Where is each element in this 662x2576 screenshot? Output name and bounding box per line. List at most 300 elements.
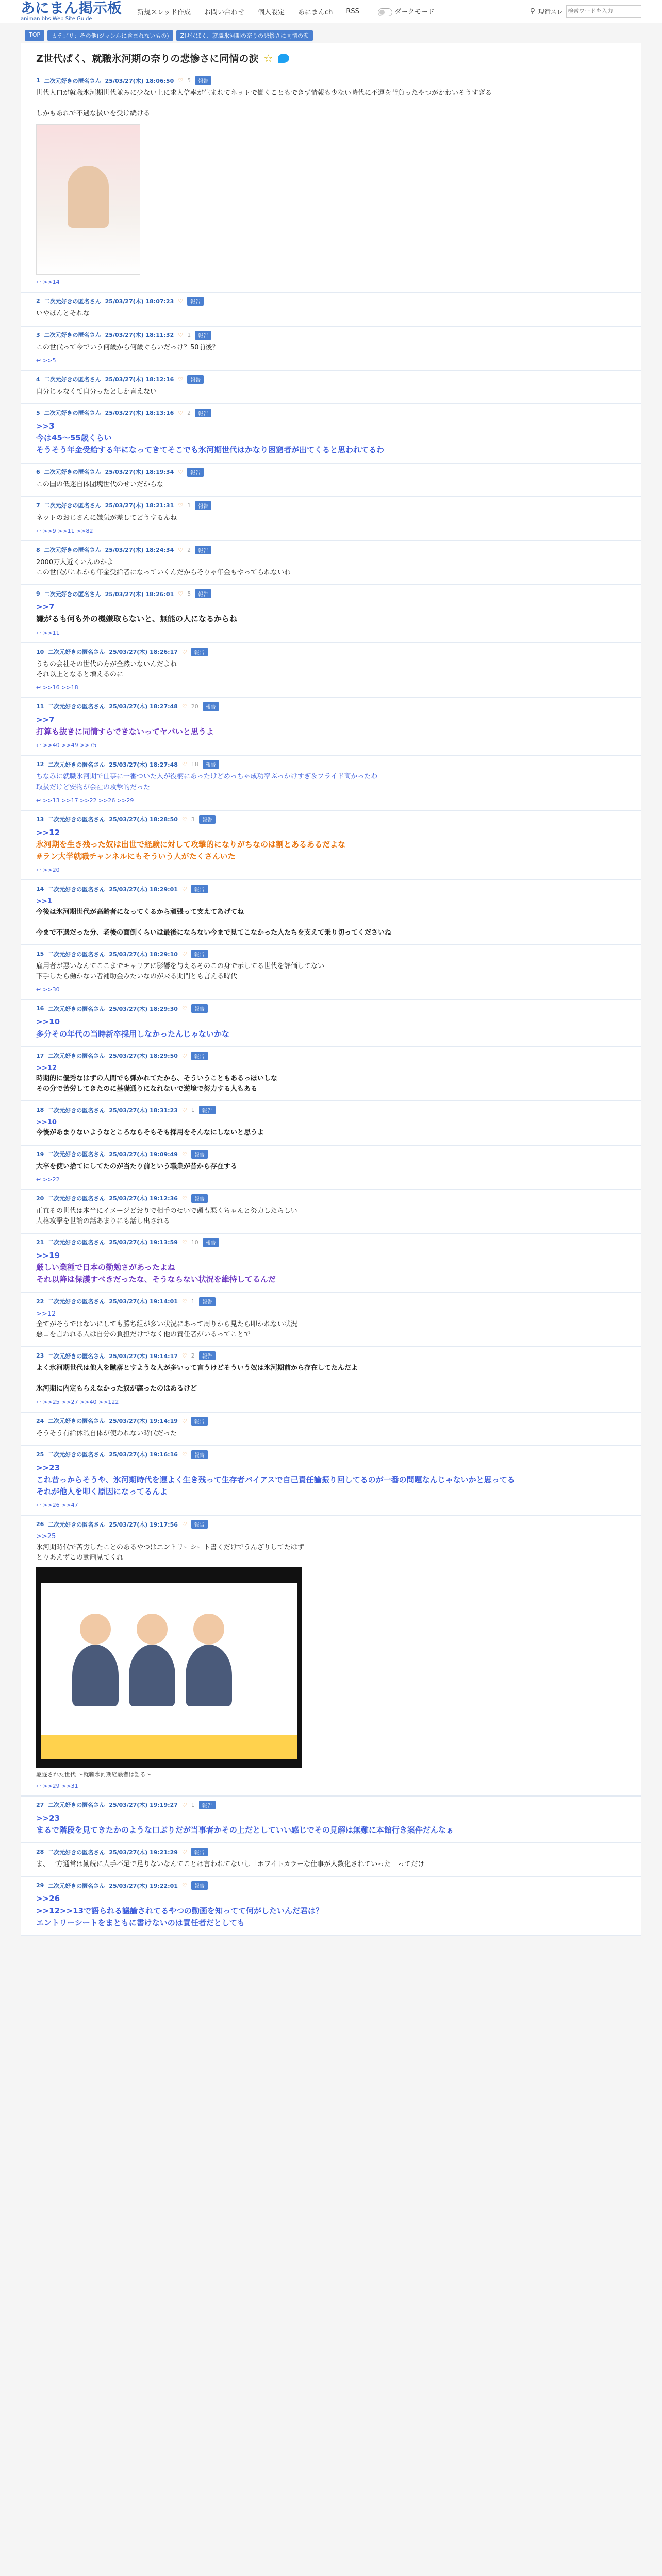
like-heart-icon[interactable]: ♡ bbox=[181, 1521, 187, 1528]
post-item bbox=[21, 1234, 641, 1293]
like-count: 2 bbox=[191, 1352, 195, 1360]
post-header bbox=[36, 760, 626, 769]
post-text-line: しかもあれで不遇な扱いを受け続ける bbox=[36, 110, 151, 118]
reply-links bbox=[36, 528, 626, 534]
post-item bbox=[21, 811, 641, 881]
post-header bbox=[36, 1520, 626, 1529]
poster-name: 二次元好きの匿名さん bbox=[48, 886, 105, 893]
post-item bbox=[21, 880, 641, 945]
post-item bbox=[21, 1516, 641, 1796]
like-heart-icon[interactable]: ♡ bbox=[178, 331, 184, 338]
report-button[interactable]: 報告 bbox=[195, 76, 211, 85]
post-date: 25/03/27(木) 18:19:34 bbox=[105, 469, 174, 476]
post-text-line: とりあえずこの動画見てくれ bbox=[36, 1553, 124, 1562]
thumbnail-person-head bbox=[137, 1614, 168, 1645]
like-heart-icon[interactable]: ♡ bbox=[181, 1352, 187, 1360]
like-heart-icon[interactable]: ♡ bbox=[178, 77, 184, 84]
post-text-line: うちの会社その世代の方が全然いないんだよね bbox=[36, 660, 177, 668]
reply-arrow-icon: ↩ bbox=[36, 1398, 41, 1405]
post-number[interactable]: 15 bbox=[36, 951, 44, 958]
post-text-line: それ以降は保護すべきだったな、そうならない状況を維持してるんだ bbox=[36, 1275, 276, 1284]
report-button[interactable]: 報告 bbox=[195, 501, 211, 510]
nav-settings[interactable]: 個人設定 bbox=[257, 8, 285, 16]
like-heart-icon[interactable]: ♡ bbox=[181, 761, 187, 768]
search-input[interactable] bbox=[566, 5, 641, 18]
dark-mode-toggle[interactable] bbox=[373, 6, 435, 16]
like-count: 5 bbox=[187, 590, 191, 598]
main-content bbox=[21, 28, 641, 1936]
report-button[interactable]: 報告 bbox=[195, 409, 211, 417]
post-item bbox=[21, 945, 641, 1000]
reply-anchors[interactable]: >>11 bbox=[43, 629, 60, 636]
post-body bbox=[36, 1162, 626, 1172]
post-body bbox=[36, 480, 626, 490]
post-body bbox=[36, 1893, 626, 1929]
like-heart-icon[interactable]: ♡ bbox=[181, 1882, 187, 1889]
thumbnail-person bbox=[186, 1645, 232, 1706]
like-heart-icon[interactable]: ♡ bbox=[181, 1052, 187, 1059]
nav-new-thread[interactable]: 新規スレッド作成 bbox=[137, 8, 191, 16]
post-date: 25/03/27(木) 18:12:16 bbox=[105, 376, 174, 383]
post-item bbox=[21, 1190, 641, 1234]
reply-anchors[interactable]: >>5 bbox=[43, 357, 56, 364]
post-text-line: >>26 bbox=[36, 1894, 60, 1904]
post-text-line: >>7 bbox=[36, 715, 55, 724]
post-text-line bbox=[36, 98, 626, 109]
post-header bbox=[36, 885, 626, 893]
post-text-line: 取扱だけど安物が会社の攻撃的だった bbox=[36, 783, 151, 791]
post-header bbox=[36, 331, 626, 340]
post-number[interactable]: 17 bbox=[36, 1052, 44, 1059]
post-text-line: 自分じゃなくて自分ったとしか言えない bbox=[36, 387, 157, 396]
post-item bbox=[21, 1843, 641, 1877]
top-bar bbox=[0, 0, 662, 23]
report-button[interactable]: 報告 bbox=[187, 468, 204, 477]
post-date: 25/03/27(木) 19:21:29 bbox=[109, 1849, 178, 1856]
post-text-line: その分で苦労してきたのに基礎通りになれないで逆境で努力する人もある bbox=[36, 1085, 258, 1093]
post-number[interactable]: 28 bbox=[36, 1849, 44, 1856]
report-button[interactable]: 報告 bbox=[187, 375, 204, 384]
post-body bbox=[36, 88, 626, 119]
report-button[interactable]: 報告 bbox=[191, 1194, 208, 1203]
post-item bbox=[21, 293, 641, 326]
like-heart-icon[interactable]: ♡ bbox=[178, 590, 184, 598]
like-count: 1 bbox=[187, 331, 191, 338]
reply-arrow-icon: ↩ bbox=[36, 357, 41, 364]
post-text-line: >>10 bbox=[36, 1017, 60, 1027]
reply-anchors[interactable]: >>22 bbox=[43, 1176, 60, 1183]
post-header bbox=[36, 297, 626, 306]
post-number[interactable]: 13 bbox=[36, 816, 44, 823]
like-heart-icon[interactable]: ♡ bbox=[178, 468, 184, 476]
report-button[interactable]: 報告 bbox=[191, 1848, 208, 1856]
post-body bbox=[36, 1117, 626, 1138]
post-header bbox=[36, 409, 626, 417]
report-button[interactable]: 報告 bbox=[191, 1881, 208, 1890]
post-item bbox=[21, 1797, 641, 1844]
post-number[interactable]: 9 bbox=[36, 590, 40, 598]
poster-name: 二次元好きの匿名さん bbox=[44, 376, 101, 383]
post-text-line: 打算も抜きに同情すらできないってヤバいと思うよ bbox=[36, 727, 214, 737]
post-header bbox=[36, 648, 626, 656]
post-item bbox=[21, 1413, 641, 1446]
reply-arrow-icon: ↩ bbox=[36, 986, 41, 993]
post-number[interactable]: 10 bbox=[36, 648, 44, 655]
post-number[interactable]: 14 bbox=[36, 886, 44, 893]
book-cover-image[interactable] bbox=[36, 124, 140, 275]
post-item bbox=[21, 585, 641, 643]
report-button[interactable]: 報告 bbox=[199, 1351, 216, 1360]
post-header bbox=[36, 546, 626, 554]
post-text-line: >>12 bbox=[36, 1064, 57, 1072]
like-heart-icon[interactable]: ♡ bbox=[181, 1195, 187, 1202]
post-header bbox=[36, 589, 626, 598]
reply-anchors[interactable]: >>26 >>47 bbox=[43, 1502, 78, 1509]
post-number[interactable]: 18 bbox=[36, 1107, 44, 1114]
like-heart-icon[interactable]: ♡ bbox=[181, 1417, 187, 1425]
report-button[interactable]: 報告 bbox=[191, 1150, 208, 1159]
report-button[interactable]: 報告 bbox=[187, 297, 204, 306]
post-body bbox=[36, 827, 626, 863]
post-text-line: この世代って今でいう何歳から何歳ぐらいだっけ？50前後？ bbox=[36, 343, 219, 351]
post-number[interactable]: 6 bbox=[36, 468, 40, 476]
post-body bbox=[36, 557, 626, 578]
post-body bbox=[36, 772, 626, 792]
like-heart-icon[interactable]: ♡ bbox=[181, 1849, 187, 1856]
post-header bbox=[36, 375, 626, 384]
report-button[interactable]: 報告 bbox=[203, 760, 219, 769]
post-text-line: >>3 bbox=[36, 421, 55, 431]
post-item bbox=[21, 643, 641, 698]
reply-links bbox=[36, 797, 626, 804]
like-count: 18 bbox=[191, 761, 198, 768]
report-button[interactable]: 報告 bbox=[195, 546, 211, 554]
report-button[interactable]: 報告 bbox=[191, 1052, 208, 1060]
like-heart-icon[interactable]: ♡ bbox=[181, 1451, 187, 1458]
post-date: 25/03/27(木) 18:28:50 bbox=[109, 816, 178, 823]
post-number[interactable]: 1 bbox=[36, 77, 40, 84]
post-number[interactable]: 12 bbox=[36, 761, 44, 768]
post-number[interactable]: 3 bbox=[36, 331, 40, 338]
post-text-line: 世代人口が就職氷河期世代並みに少ない上に求人倍率が生まれてネットで働くこともできず情報も少ない時代に不運を背負ったやつがかわいそうすぎる bbox=[36, 89, 492, 97]
poster-name: 二次元好きの匿名さん bbox=[44, 332, 101, 339]
poster-name: 二次元好きの匿名さん bbox=[48, 1151, 105, 1158]
like-heart-icon[interactable]: ♡ bbox=[178, 546, 184, 553]
post-text-line: それ以上となると増えるのに bbox=[36, 670, 124, 679]
post-text-line: 雇用者が悪いなんてここまでキャリアに影響を与えるそのこの身で示してる世代を評価してない bbox=[36, 962, 325, 971]
like-count: 1 bbox=[191, 1107, 195, 1114]
like-heart-icon[interactable]: ♡ bbox=[178, 502, 184, 509]
post-text-line bbox=[36, 918, 626, 928]
search-type-select[interactable]: 現行スレ bbox=[538, 8, 563, 15]
report-button[interactable]: 報告 bbox=[199, 1106, 216, 1114]
post-number[interactable]: 25 bbox=[36, 1451, 44, 1458]
post-date: 25/03/27(木) 18:11:32 bbox=[105, 332, 174, 339]
thumbnail-caption-bar bbox=[41, 1735, 297, 1759]
report-button[interactable]: 報告 bbox=[195, 589, 211, 598]
post-date: 25/03/27(木) 19:12:36 bbox=[109, 1195, 178, 1202]
page-title: Z世代ぱく、就職氷河期の奈りの悲惨さに同情の涙 bbox=[36, 53, 259, 64]
reply-links bbox=[36, 867, 626, 873]
post-body bbox=[36, 387, 626, 397]
logo-subtext: animan bbs Web Site Guide bbox=[21, 16, 92, 22]
post-number[interactable]: 11 bbox=[36, 703, 44, 710]
post-header bbox=[36, 1848, 626, 1856]
poster-name: 二次元好きの匿名さん bbox=[48, 1107, 105, 1114]
report-button[interactable]: 報告 bbox=[191, 885, 208, 893]
reply-arrow-icon: ↩ bbox=[36, 684, 41, 691]
post-item bbox=[21, 541, 641, 585]
poster-name: 二次元好きの匿名さん bbox=[44, 410, 101, 417]
post-text-line: >>25 bbox=[36, 1533, 56, 1541]
post-item bbox=[21, 327, 641, 371]
post-text-line: よく氷河期世代は他人を蹴落とすような人が多いって言うけどそういう奴は氷河期前から存在してたんだよ bbox=[36, 1364, 358, 1372]
post-body bbox=[36, 1812, 626, 1837]
post-number[interactable]: 7 bbox=[36, 502, 40, 509]
thumbnail-person-head bbox=[80, 1614, 111, 1645]
post-text-line: この世代がこれから年金受給者になっていくんだからそりゃ年金もやってられないわ bbox=[36, 569, 291, 577]
breadcrumb-category[interactable]: カテゴリ：その他(ジャンルに含まれないもの) bbox=[47, 30, 173, 41]
report-button[interactable]: 報告 bbox=[199, 1297, 216, 1306]
breadcrumb-thread[interactable]: Z世代ばく、就職氷河期の奈りの悲惨さに同情の涙 bbox=[176, 30, 313, 41]
nav-animanch[interactable]: あにまんch bbox=[297, 8, 333, 16]
report-button[interactable]: 報告 bbox=[191, 1450, 208, 1459]
post-header bbox=[36, 1052, 626, 1060]
post-date: 25/03/27(木) 18:24:34 bbox=[105, 547, 174, 554]
post-date: 25/03/27(木) 19:19:27 bbox=[109, 1802, 178, 1809]
reply-anchors[interactable]: >>13 >>17 >>22 >>26 >>29 bbox=[43, 796, 134, 804]
like-heart-icon[interactable]: ♡ bbox=[181, 1107, 187, 1114]
nav-contact[interactable]: お問い合わせ bbox=[204, 8, 244, 16]
like-heart-icon[interactable]: ♡ bbox=[178, 298, 184, 305]
like-heart-icon[interactable]: ♡ bbox=[181, 816, 187, 823]
post-text-line: ネットのおじさんに嫌気が差してどうするんね bbox=[36, 514, 177, 522]
post-number[interactable]: 4 bbox=[36, 376, 40, 383]
reply-anchors[interactable]: >>40 >>49 >>75 bbox=[43, 742, 97, 749]
video-thumbnail[interactable] bbox=[36, 1567, 302, 1768]
post-item bbox=[21, 1047, 641, 1101]
post-number[interactable]: 26 bbox=[36, 1521, 44, 1528]
poster-name: 二次元好きの匿名さん bbox=[48, 1849, 105, 1856]
toggle-switch[interactable] bbox=[378, 8, 392, 16]
post-text-line: 正直その世代は本当にイメージどおりで相手のせいで頭も悪くちゃんと努力したらしい bbox=[36, 1207, 297, 1215]
post-text-line: 多分その年代の当時新卒採用しなかったんじゃないかな bbox=[36, 1029, 230, 1039]
poster-name: 二次元好きの匿名さん bbox=[48, 1053, 105, 1060]
site-logo[interactable] bbox=[21, 1, 122, 22]
post-text-line: 人格攻撃を世論の話あまりにも話し出される bbox=[36, 1217, 171, 1225]
report-button[interactable]: 報告 bbox=[191, 1004, 208, 1013]
reply-links bbox=[36, 986, 626, 993]
poster-name: 二次元好きの匿名さん bbox=[44, 298, 101, 305]
post-number[interactable]: 24 bbox=[36, 1417, 44, 1425]
post-item bbox=[21, 371, 641, 404]
post-text-line: 氷河期に内定もらえなかった奴が腐ったのはあるけど bbox=[36, 1385, 197, 1393]
post-number[interactable]: 2 bbox=[36, 298, 40, 305]
post-text-line: この国の低迷自体団塊世代のせいだからな bbox=[36, 480, 164, 488]
post-text-line: 厳しい業種で日本の勤勉さがあったよね bbox=[36, 1263, 175, 1273]
post-date: 25/03/27(木) 19:16:16 bbox=[109, 1451, 178, 1459]
reply-anchors[interactable]: >>29 >>31 bbox=[43, 1782, 78, 1789]
book-cover-figure bbox=[68, 166, 109, 228]
poster-name: 二次元好きの匿名さん bbox=[48, 816, 105, 823]
post-body bbox=[36, 601, 626, 625]
post-date: 25/03/27(木) 18:21:31 bbox=[105, 502, 174, 510]
like-heart-icon[interactable]: ♡ bbox=[181, 1150, 187, 1158]
post-body bbox=[36, 1016, 626, 1040]
post-header bbox=[36, 1450, 626, 1459]
thumbnail-person bbox=[129, 1645, 175, 1706]
post-text-line: エントリーシートをまともに書けないのは責任者だとしても bbox=[36, 1918, 245, 1927]
reply-anchors[interactable]: >>30 bbox=[43, 986, 60, 993]
poster-name: 二次元好きの匿名さん bbox=[48, 951, 105, 958]
report-button[interactable]: 報告 bbox=[199, 815, 216, 824]
post-text-line: 時期的に優秀なはずの人間でも弾かれてたから、そういうこともあるっぽいしな bbox=[36, 1074, 278, 1082]
post-date: 25/03/27(木) 19:13:59 bbox=[109, 1239, 178, 1246]
like-count: 1 bbox=[191, 1801, 195, 1808]
nav-rss[interactable]: RSS bbox=[346, 7, 359, 15]
post-date: 25/03/27(木) 18:26:17 bbox=[109, 649, 178, 656]
post-header bbox=[36, 1194, 626, 1203]
poster-name: 二次元好きの匿名さん bbox=[44, 77, 101, 84]
reply-links bbox=[36, 279, 626, 285]
post-text-line: #ラン大学就職チャンネルにもそういう人がたくさんいた bbox=[36, 852, 236, 861]
reply-anchors[interactable]: >>16 >>18 bbox=[43, 684, 78, 691]
post-date: 25/03/27(木) 18:27:48 bbox=[109, 703, 178, 710]
post-number[interactable]: 5 bbox=[36, 409, 40, 416]
like-heart-icon[interactable]: ♡ bbox=[178, 409, 184, 416]
like-heart-icon[interactable]: ♡ bbox=[181, 1801, 187, 1808]
like-heart-icon[interactable]: ♡ bbox=[181, 1239, 187, 1246]
poster-name: 二次元好きの匿名さん bbox=[48, 1352, 105, 1360]
post-number[interactable]: 8 bbox=[36, 546, 40, 553]
like-heart-icon[interactable]: ♡ bbox=[181, 886, 187, 893]
post-date: 25/03/27(木) 18:26:01 bbox=[105, 590, 174, 598]
post-number[interactable]: 21 bbox=[36, 1239, 44, 1246]
report-button[interactable]: 報告 bbox=[199, 1801, 216, 1809]
reply-anchors[interactable]: >>9 >>11 >>82 bbox=[43, 527, 93, 534]
post-date: 25/03/27(木) 18:29:30 bbox=[109, 1005, 178, 1012]
post-item bbox=[21, 698, 641, 756]
post-header bbox=[36, 468, 626, 477]
post-text-line: それが他人を叩く原因になってるんよ bbox=[36, 1487, 168, 1497]
post-date: 25/03/27(木) 19:14:17 bbox=[109, 1352, 178, 1360]
poster-name: 二次元好きの匿名さん bbox=[48, 1802, 105, 1809]
post-text-line: これ昔っからそうや、氷河期時代を運よく生き残って生存者バイアスで自己責任論振り回してるのが一番の問題なんじゃないかと思ってる bbox=[36, 1475, 515, 1484]
like-heart-icon[interactable]: ♡ bbox=[181, 951, 187, 958]
post-body bbox=[36, 309, 626, 319]
post-header bbox=[36, 1881, 626, 1890]
poster-name: 二次元好きの匿名さん bbox=[48, 1418, 105, 1425]
post-text-line: 今後は氷河期世代が高齢者になってくるから頑張って支えてあげてね bbox=[36, 908, 244, 916]
reply-links bbox=[36, 630, 626, 636]
post-body bbox=[36, 1462, 626, 1498]
post-date: 25/03/27(木) 19:22:01 bbox=[109, 1882, 178, 1889]
report-button[interactable]: 報告 bbox=[203, 702, 219, 711]
post-number[interactable]: 20 bbox=[36, 1195, 44, 1202]
reply-arrow-icon: ↩ bbox=[36, 1782, 41, 1789]
reply-arrow-icon: ↩ bbox=[36, 796, 41, 804]
search-icon: ⚲ bbox=[529, 7, 535, 15]
report-button[interactable]: 報告 bbox=[191, 1520, 208, 1529]
post-header bbox=[36, 815, 626, 824]
post-item bbox=[21, 464, 641, 497]
post-header bbox=[36, 76, 626, 85]
like-count: 1 bbox=[187, 502, 191, 509]
post-header bbox=[36, 1238, 626, 1247]
post-date: 25/03/27(木) 19:14:01 bbox=[109, 1298, 178, 1306]
favorite-star-icon[interactable]: ☆ bbox=[263, 52, 273, 64]
report-button[interactable]: 報告 bbox=[191, 950, 208, 958]
post-header bbox=[36, 1106, 626, 1114]
post-date: 25/03/27(木) 18:29:01 bbox=[109, 886, 178, 893]
post-text-line: >>12>>13で語られる議論されてるやつの動画を知ってて何がしたいんだ君は？ bbox=[36, 1906, 324, 1916]
like-heart-icon[interactable]: ♡ bbox=[178, 376, 184, 383]
poster-name: 二次元好きの匿名さん bbox=[44, 590, 101, 598]
post-number[interactable]: 16 bbox=[36, 1005, 44, 1012]
twitter-share-icon[interactable] bbox=[278, 54, 289, 63]
breadcrumb-top[interactable]: TOP bbox=[25, 30, 44, 41]
post-header bbox=[36, 1004, 626, 1013]
poster-name: 二次元好きの匿名さん bbox=[44, 547, 101, 554]
like-count: 20 bbox=[191, 703, 198, 710]
post-number[interactable]: 22 bbox=[36, 1298, 44, 1305]
post-body bbox=[36, 420, 626, 456]
reply-links bbox=[36, 1399, 626, 1405]
report-button[interactable]: 報告 bbox=[203, 1238, 219, 1247]
breadcrumb bbox=[21, 28, 641, 43]
post-date: 25/03/27(木) 18:29:50 bbox=[109, 1053, 178, 1060]
like-heart-icon[interactable]: ♡ bbox=[181, 1005, 187, 1012]
poster-name: 二次元好きの匿名さん bbox=[44, 502, 101, 510]
post-body bbox=[36, 1532, 626, 1563]
post-header bbox=[36, 950, 626, 958]
post-item bbox=[21, 497, 641, 541]
logo-text: あにまん掲示板 bbox=[21, 0, 122, 16]
report-button[interactable]: 報告 bbox=[191, 648, 208, 656]
report-button[interactable]: 報告 bbox=[195, 331, 211, 340]
like-heart-icon[interactable]: ♡ bbox=[181, 648, 187, 655]
post-number[interactable]: 29 bbox=[36, 1882, 44, 1889]
post-item bbox=[21, 1293, 641, 1347]
reply-anchors[interactable]: >>14 bbox=[43, 279, 60, 286]
reply-arrow-icon: ↩ bbox=[36, 867, 41, 874]
post-body bbox=[36, 659, 626, 680]
post-item bbox=[21, 756, 641, 810]
post-body bbox=[36, 961, 626, 982]
post-body bbox=[36, 1063, 626, 1094]
poster-name: 二次元好きの匿名さん bbox=[48, 1298, 105, 1306]
post-text-line: >>7 bbox=[36, 602, 55, 612]
like-count: 2 bbox=[187, 409, 191, 416]
post-date: 25/03/27(木) 18:06:50 bbox=[105, 77, 174, 84]
post-body bbox=[36, 1429, 626, 1439]
post-text-line bbox=[36, 1374, 626, 1384]
like-count: 5 bbox=[187, 77, 191, 84]
report-button[interactable]: 報告 bbox=[191, 1417, 208, 1426]
like-heart-icon[interactable]: ♡ bbox=[181, 1298, 187, 1305]
reply-anchors[interactable]: >>20 bbox=[43, 867, 60, 874]
post-body bbox=[36, 1250, 626, 1286]
post-body bbox=[36, 1859, 626, 1870]
post-number[interactable]: 19 bbox=[36, 1150, 44, 1158]
post-number[interactable]: 27 bbox=[36, 1801, 44, 1808]
reply-links bbox=[36, 1176, 626, 1183]
post-number[interactable]: 23 bbox=[36, 1352, 44, 1360]
reply-anchors[interactable]: >>25 >>27 >>40 >>122 bbox=[43, 1398, 119, 1405]
post-text-line: 今まで不遇だった分、老後の面倒くらいは最後にならない今まで見てこなかった人たちを支えて乗り切ってくださいね bbox=[36, 928, 392, 937]
like-heart-icon[interactable]: ♡ bbox=[181, 703, 187, 710]
poster-name: 二次元好きの匿名さん bbox=[48, 1451, 105, 1459]
